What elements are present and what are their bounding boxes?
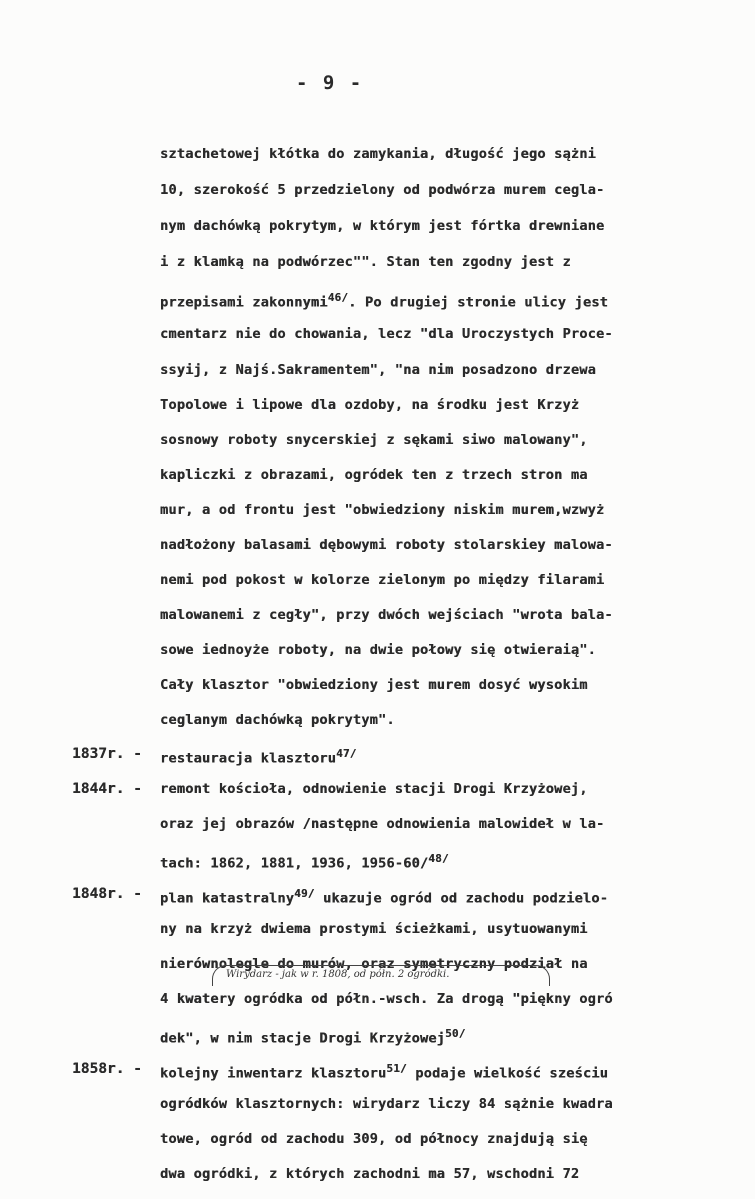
text-segment: kolejny inwentarz klasztoru [160,1065,387,1082]
text-segment: przepisami zakonnymi [160,294,328,311]
text-segment: podaje wielkość sześciu [415,1065,609,1082]
text-segment: restauracja klasztoru [160,750,337,767]
entry-line [160,744,357,769]
entry-line: oraz jej obrazów /następne odnowienia malowideł w la- [160,816,605,832]
text-segment: Za drogą "piękny ogró [436,991,613,1007]
footnote-ref: 48/ [428,852,449,865]
text-line: nym dachówką pokrytym, w którym jest fórtka drewniane [160,218,605,234]
footnote-ref: 47/ [336,747,357,760]
text-segment: ukazuje ogród od zachodu podzielo- [323,890,609,907]
text-line: sosnowy roboty snycerskiej z sękami siwo malowany", [160,432,588,448]
text-line: kapliczki z obrazami, ogródek ten z trzech stron ma [160,467,588,483]
page-number: - 9 - [296,72,364,94]
text-line [160,288,608,313]
entry-line [160,989,613,1009]
text-line: ceglanym dachówką pokrytym". [160,712,395,728]
entry-year: 1837r. - [72,746,142,762]
entry-line [160,849,449,874]
text-line: mur, a od frontu jest "obwiedziony niskim murem,wzwyż [160,502,605,518]
entry-line: towe, ogród od zachodu 309, od północy znajdują się [160,1131,588,1147]
text-segment: dek", w nim stacje Drogi Krzyżowej [160,1030,446,1047]
text-segment: 4 kwatery ogródka od półn.-wsch. [160,991,429,1007]
text-line: ssyij, z Najś.Sakramentem", "na nim posadzono drzewa [160,362,596,378]
entry-line [160,1059,608,1084]
entry-line: remont kościoła, odnowienie stacji Drogi Krzyżowej, [160,781,588,797]
entry-year: 1844r. - [72,781,142,797]
text-line: sztachetowej kłótka do zamykania, długość jego sążni [160,146,596,162]
text-segment: tach: 1862, 1881, 1936, 1956-60/ [160,855,429,872]
entry-line: ny na krzyż dwiema prostymi ścieżkami, usytuowanymi [160,921,588,937]
entry-line: ogródków klasztornych: wirydarz liczy 84 sążnie kwadra [160,1096,613,1112]
text-line: i z klamką na podwórzec"". Stan ten zgodny jest z [160,254,571,270]
footnote-ref: 51/ [386,1062,407,1075]
footnote-ref: 50/ [445,1027,466,1040]
handwritten-note: Wirydarz - jak w r. 1808, od półn. 2 ogródki. [226,969,450,980]
footnote-ref: 49/ [294,887,315,900]
text-line: sowe iednoyże roboty, na dwie połowy się otwieraią". [160,642,596,658]
entry-line: nierównolegle do murów, oraz symetryczny podział na [160,956,588,972]
text-line: malowanemi z cegły", przy dwóch wejściach "wrota bala- [160,607,613,623]
entry-year: 1848r. - [72,886,142,902]
entry-line: dwa ogródki, z których zachodni ma 57, wschodni 72 [160,1166,580,1182]
text-line: cmentarz nie do chowania, lecz "dla Uroczystych Proce- [160,326,613,342]
text-segment: . Po drugiej stronie ulicy jest [348,294,609,311]
text-line: Cały klasztor "obwiedziony jest murem dosyć wysokim [160,677,588,693]
text-line: 10, szerokość 5 przedzielony od podwórza murem cegla- [160,182,605,198]
text-line: nemi pod pokost w kolorze zielonym po między filarami [160,572,605,588]
entry-line [160,1024,466,1049]
text-segment: plan katastralny [160,890,295,907]
footnote-ref: 46/ [327,291,349,304]
entry-line [160,884,608,909]
text-line: Topolowe i lipowe dla ozdoby, na środku jest Krzyż [160,397,580,413]
text-line: nadłożony balasami dębowymi roboty stolarskiey malowa- [160,537,613,553]
entry-year: 1858r. - [72,1061,142,1077]
